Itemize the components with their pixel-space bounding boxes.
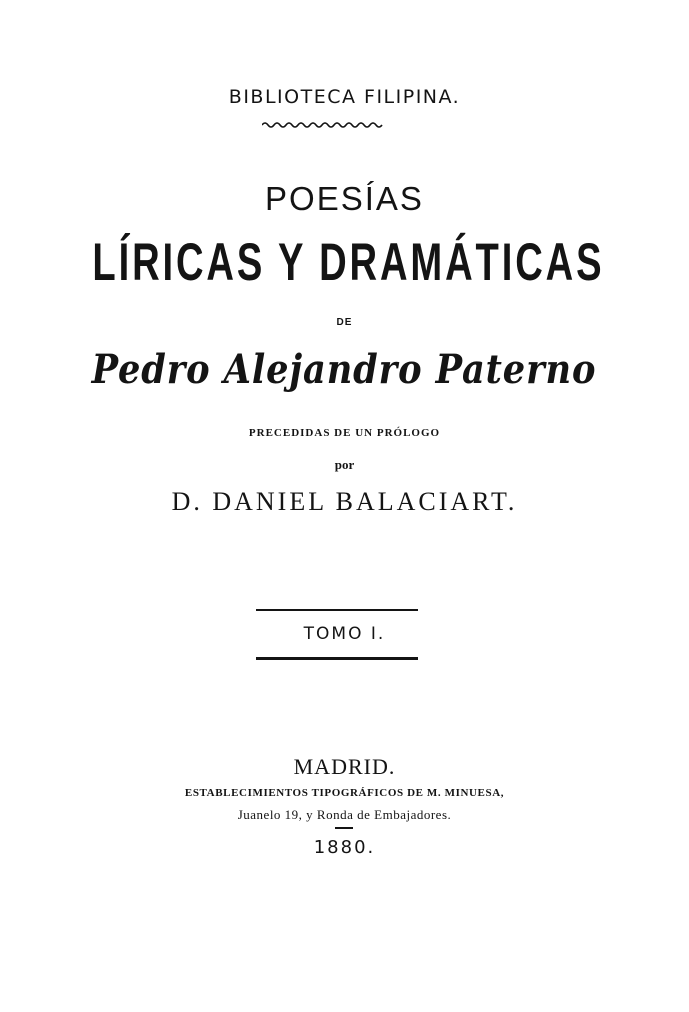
imprint-year: 1880. xyxy=(313,837,376,858)
preceded-by-label: PRECEDIDAS DE UN PRÓLOGO xyxy=(248,427,441,439)
volume-rule-bottom xyxy=(256,657,418,660)
volume-rule-top xyxy=(256,609,418,611)
wavy-ornament xyxy=(262,120,384,130)
author-name: Pedro Alejandro Paterno xyxy=(91,346,597,393)
series-title: BIBLIOTECA FILIPINA. xyxy=(228,86,461,108)
imprint-city: MADRID. xyxy=(293,754,396,779)
title-line-2: LÍRICAS Y DRAMÁTICAS xyxy=(92,233,605,292)
prologue-author: D. DANIEL BALACIART. xyxy=(171,487,518,516)
imprint-divider xyxy=(335,827,353,829)
imprint-printer: ESTABLECIMIENTOS TIPOGRÁFICOS DE M. MINUESA, xyxy=(184,787,505,799)
imprint-address: Juanelo 19, y Ronda de Embajadores. xyxy=(237,807,452,822)
por-label: por xyxy=(334,457,355,472)
title-line-1: POESÍAS xyxy=(265,180,424,217)
by-label: DE xyxy=(336,317,353,328)
volume-label: TOMO I. xyxy=(303,624,386,644)
